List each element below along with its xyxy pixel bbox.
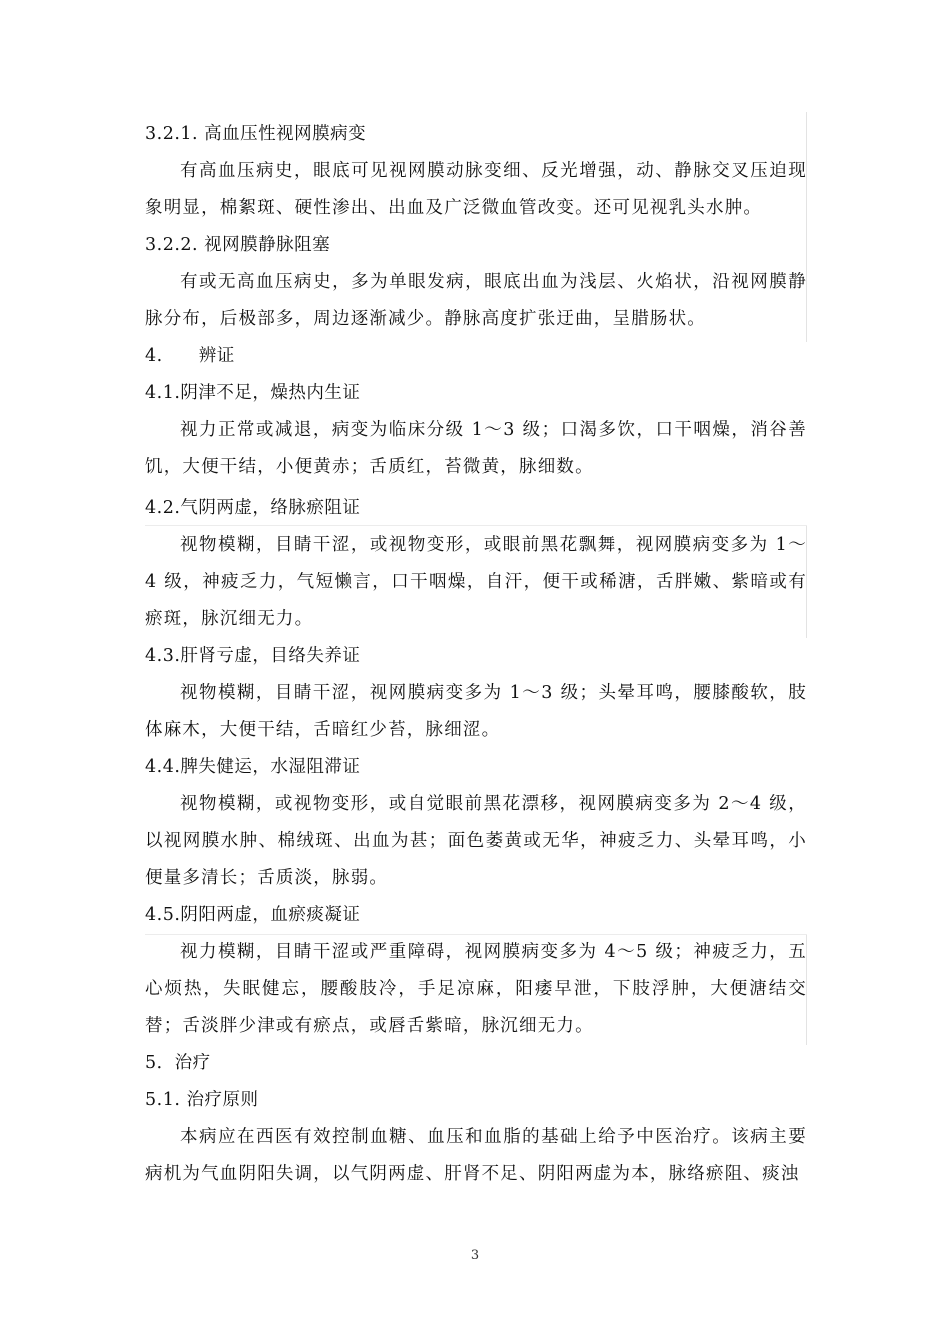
section-heading-4-1: 4.1.阴津不足，燥热内生证	[145, 383, 361, 403]
paragraph-4-2: 视物模糊，目睛干涩，或视物变形，或眼前黑花飘舞，视网膜病变多为 1～4 级，神疲乏力，气短懒言，口干咽燥，自汗，便干或稀溏，舌胖嫩、紫暗或有瘀斑，脉沉细无力。	[145, 535, 807, 629]
paragraph-3-2-1: 有高血压病史，眼底可见视网膜动脉变细、反光增强，动、静脉交叉压迫现象明显，棉絮斑、硬性渗出、出血及广泛微血管改变。还可见视乳头水肿。	[145, 161, 807, 218]
document-body	[145, 116, 807, 1193]
paragraph-4-3: 视物模糊，目睛干涩，视网膜病变多为 1～3 级；头晕耳鸣，腰膝酸软，肢体麻木，大便干结，舌暗红少苔，脉细涩。	[145, 683, 807, 740]
paragraph-3-2-2: 有或无高血压病史，多为单眼发病，眼底出血为浅层、火焰状，沿视网膜静脉分布，后极部多，周边逐渐减少。静脉高度扩张迂曲，呈腊肠状。	[145, 272, 807, 329]
page-number: 3	[470, 1248, 480, 1263]
paragraph-5-1: 本病应在西医有效控制血糖、血压和血脂的基础上给予中医治疗。该病主要病机为气血阴阳失调，以气阴两虚、肝肾不足、阴阳两虚为本，脉络瘀阻、痰浊	[145, 1127, 807, 1184]
section-heading-4-3: 4.3.肝肾亏虚，目络失养证	[145, 646, 361, 666]
section-heading-5-1: 5.1. 治疗原则	[145, 1090, 259, 1110]
section-heading-4-2: 4.2.气阴两虚，络脉瘀阻证	[145, 498, 361, 518]
section-heading-4: 4. 辨证	[145, 346, 235, 366]
paragraph-4-5: 视力模糊，目睛干涩或严重障碍，视网膜病变多为 4～5 级；神疲乏力，五心烦热，失眠健忘，腰酸肢冷，手足凉麻，阳痿早泄，下肢浮肿，大便溏结交替；舌淡胖少津或有瘀点，或唇舌紫暗，脉沉细无力。	[145, 942, 807, 1036]
section-heading-5: 5．治疗	[145, 1053, 211, 1073]
section-heading-3-2-1: 3.2.1. 高血压性视网膜病变	[145, 124, 367, 144]
paragraph-4-4: 视物模糊，或视物变形，或自觉眼前黑花漂移，视网膜病变多为 2～4 级，以视网膜水肿、棉绒斑、出血为甚；面色萎黄或无华，神疲乏力、头晕耳鸣，小便量多清长；舌质淡，脉弱。	[145, 794, 807, 888]
section-heading-4-5: 4.5.阴阳两虚，血瘀痰凝证	[145, 905, 361, 925]
section-heading-3-2-2: 3.2.2. 视网膜静脉阻塞	[145, 235, 331, 255]
section-heading-4-4: 4.4.脾失健运，水湿阻滞证	[145, 757, 361, 777]
paragraph-4-1: 视力正常或减退，病变为临床分级 1～3 级；口渴多饮，口干咽燥，消谷善饥，大便干结，小便黄赤；舌质红，苔微黄，脉细数。	[145, 420, 807, 477]
